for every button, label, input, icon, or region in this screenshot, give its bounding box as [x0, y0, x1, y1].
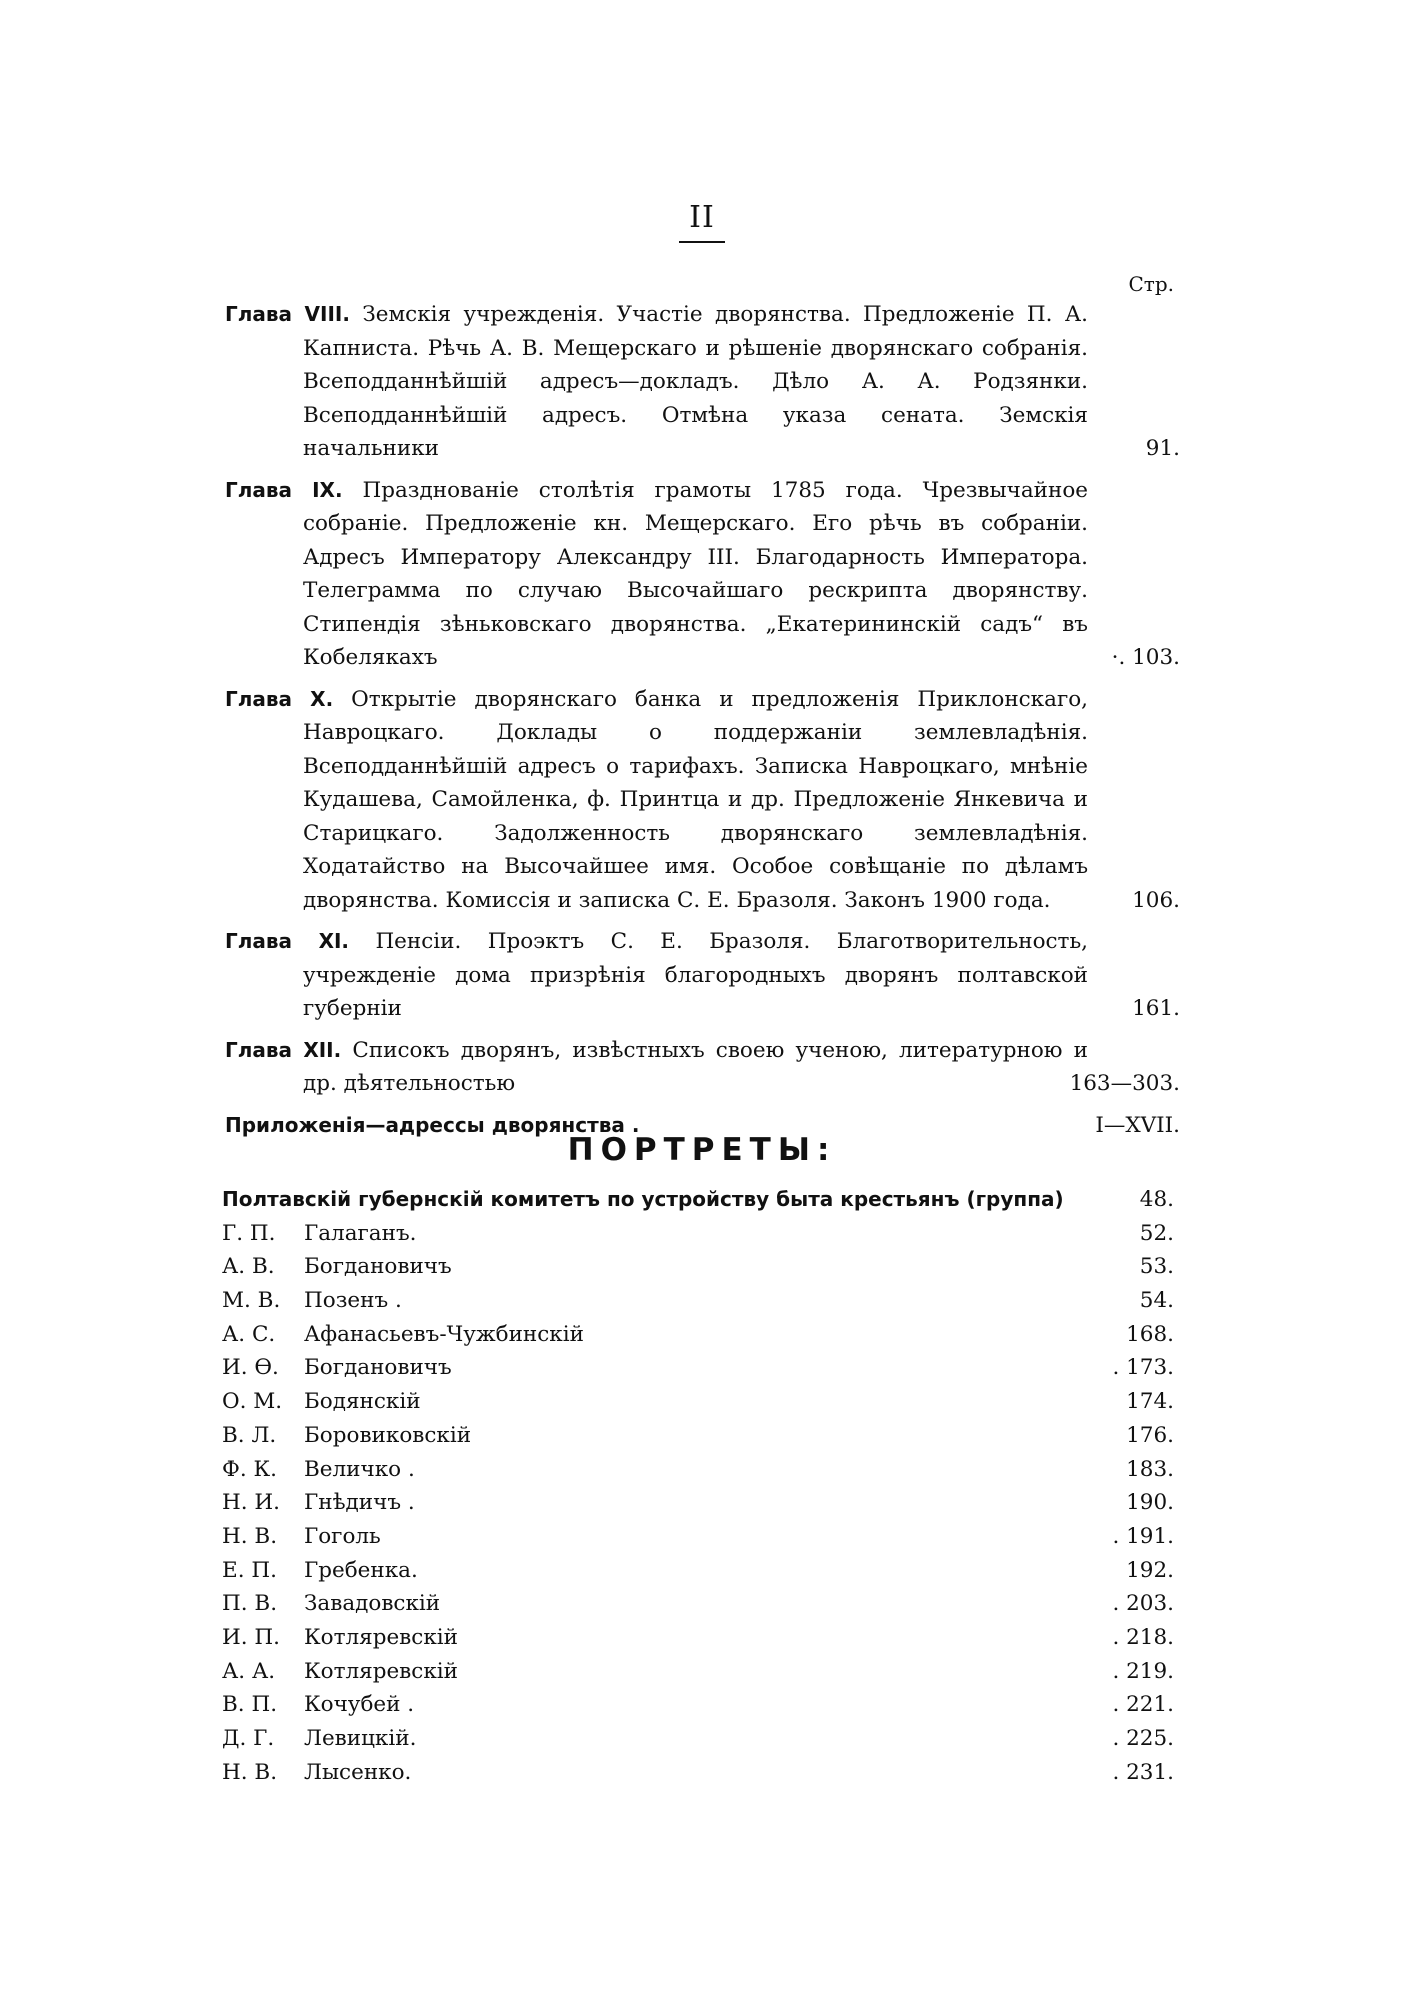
portrait-initials: Н. И. [222, 1490, 281, 1516]
portrait-initials: Г. П. [222, 1220, 276, 1246]
portrait-row [222, 1284, 1174, 1318]
portrait-page: . 173. [1112, 1355, 1174, 1381]
portrait-page: 54. [1139, 1288, 1174, 1314]
portrait-page: . 203. [1112, 1591, 1174, 1617]
portrait-row [222, 1621, 1174, 1655]
portrait-row [222, 1419, 1174, 1453]
portrait-page: 176. [1126, 1422, 1174, 1448]
page-number: II [0, 200, 1404, 243]
portrait-name: Кочубей . [304, 1692, 415, 1718]
chapter-entry [225, 925, 1180, 1026]
chapter-entry [225, 1034, 1180, 1101]
portrait-row [222, 1554, 1174, 1588]
portrait-initials: Н. В. [222, 1759, 278, 1785]
chapter-page: ·. 103. [1111, 645, 1180, 670]
chapter-entry [225, 683, 1180, 918]
portrait-name: Величко . [304, 1456, 415, 1482]
portrait-row [222, 1250, 1174, 1284]
portrait-page: 190. [1126, 1490, 1174, 1516]
table-of-contents [225, 298, 1180, 1150]
chapter-page: 163—303. [1069, 1071, 1180, 1096]
portrait-name: Бодянскій [304, 1389, 421, 1415]
page-column-header: Стр. [1128, 272, 1174, 296]
portrait-name: Левицкій. [304, 1726, 417, 1751]
portrait-page: 52. [1139, 1220, 1174, 1246]
portrait-initials: И. Ѳ. [222, 1355, 279, 1381]
portrait-row [222, 1587, 1174, 1621]
appendix-text: Приложенія—адрессы дворянства . [225, 1112, 640, 1137]
portrait-name: Гребенка. [304, 1557, 418, 1583]
portrait-initials: П. В. [222, 1591, 278, 1617]
portrait-name: Лысенко. [304, 1759, 412, 1785]
portrait-row [222, 1318, 1174, 1352]
portrait-row [222, 1520, 1174, 1554]
portrait-name: Гоголь [304, 1523, 381, 1549]
portrait-name: Боровиковскій [304, 1422, 472, 1448]
chapter-label: Глава VIII. [225, 302, 350, 326]
chapter-label: Глава XI. [225, 929, 350, 953]
portrait-row [222, 1655, 1174, 1689]
portrait-initials: А. С. [222, 1321, 276, 1347]
chapter-text: Земскія учрежденія. Участіе дворянства. Предложеніе П. А. Капниста. Рѣчь А. В. Мещерскаго и рѣшеніе дворянскаго собранія. Всеподданнѣйшій адресъ—докладъ. Дѣло А. А. Родзянки. Всеподданнѣйшій адресъ. Отмѣна указа сената. Земскія начальники [303, 302, 1088, 461]
chapter-label: Глава X. [225, 686, 334, 711]
portrait-row [222, 1453, 1174, 1487]
portrait-initials: М. В. [222, 1288, 281, 1314]
portrait-page: . 219. [1112, 1658, 1174, 1684]
portrait-initials: В. Л. [222, 1422, 277, 1448]
chapter-entry [225, 298, 1180, 466]
chapter-page: 161. [1132, 996, 1180, 1021]
portrait-page: . 225. [1112, 1726, 1174, 1751]
portrait-row [222, 1385, 1174, 1419]
portrait-page: 192. [1126, 1557, 1174, 1583]
portrait-initials: В. П. [222, 1692, 278, 1718]
portrait-page: 53. [1139, 1254, 1174, 1280]
chapter-text: Празднованіе столѣтія грамоты 1785 года. Чрезвычайное собраніе. Предложеніе кн. Мещерскаго. Его рѣчь въ собраніи. Адресъ Императору Александру III. Благодарность Императора. Телеграмма по случаю Высочайшаго рескрипта дворянству. Стипендія зѣньковскаго дворянства. „Екатерининскій садъ“ въ Кобелякахъ [303, 477, 1089, 670]
portrait-initials: Е. П. [222, 1557, 277, 1583]
chapter-page: 91. [1145, 436, 1180, 461]
portrait-name: Полтавскій губернскій комитетъ по устройству быта крестьянъ (группа) [222, 1187, 1064, 1211]
portrait-page: 174. [1126, 1389, 1174, 1415]
portrait-name: Богдановичъ [304, 1254, 452, 1280]
chapter-label: Глава IX. [225, 477, 343, 502]
portrait-initials: Ф. К. [222, 1456, 277, 1482]
portrait-row [222, 1756, 1174, 1790]
portrait-row [222, 1217, 1174, 1251]
portrait-page: . 191. [1112, 1523, 1174, 1549]
portrait-initials: А. В. [222, 1254, 275, 1280]
portraits-list [222, 1183, 1174, 1789]
portrait-initials: Д. Г. [222, 1726, 275, 1751]
portrait-page: 183. [1126, 1456, 1174, 1482]
chapter-text: Пенсіи. Проэктъ С. Е. Бразоля. Благотворительность, учрежденіе дома призрѣнія благородныхъ дворянъ полтавской губерніи [303, 929, 1088, 1021]
portrait-row [222, 1351, 1174, 1385]
portrait-page: 48. [1139, 1187, 1174, 1212]
portrait-initials: Н. В. [222, 1523, 278, 1549]
chapter-text: Списокъ дворянъ, извѣстныхъ своею ученою, литературною и др. дѣятельностью [303, 1037, 1088, 1096]
portrait-name: Позенъ . [304, 1288, 402, 1314]
portrait-initials: А. А. [222, 1658, 276, 1684]
portrait-name: Котляревскій [304, 1658, 458, 1684]
portrait-name: Завадовскій [304, 1591, 441, 1617]
portrait-row [222, 1183, 1174, 1217]
portrait-row [222, 1722, 1174, 1756]
portrait-page: . 221. [1112, 1692, 1174, 1718]
portrait-name: Галаганъ. [304, 1220, 417, 1246]
chapter-label: Глава XII. [225, 1037, 342, 1062]
chapter-text: Открытіе дворянскаго банка и предложенія Приклонскаго, Навроцкаго. Доклады о поддержаніи землевладѣнія. Всеподданнѣйшій адресъ о тарифахъ. Записка Навроцкаго, мнѣніе Кудашева, Самойленка, ф. Принтца и др. Предложеніе Янкевича и Старицкаго. Задолженность дворянскаго землевладѣнія. Ходатайство на Высочайшее имя. Особое совѣщаніе по дѣламъ дворянства. Комиссія и записка С. Е. Бразоля. Законъ 1900 года. [303, 686, 1088, 913]
portrait-page: . 218. [1112, 1624, 1174, 1650]
portrait-name: Богдановичъ [304, 1355, 452, 1381]
portrait-initials: И. П. [222, 1624, 281, 1650]
appendix-page: I—XVII. [1095, 1112, 1180, 1138]
chapter-entry [225, 474, 1180, 675]
portrait-initials: О. М. [222, 1389, 283, 1415]
portrait-name: Афанасьевъ-Чужбинскій [304, 1321, 584, 1347]
portrait-name: Гнѣдичъ . [304, 1490, 415, 1516]
portrait-page: . 231. [1112, 1759, 1174, 1785]
portrait-row [222, 1688, 1174, 1722]
portraits-heading: ПОРТРЕТЫ: [567, 1132, 837, 1168]
chapter-page: 106. [1132, 887, 1180, 913]
portrait-row [222, 1486, 1174, 1520]
portrait-page: 168. [1126, 1321, 1174, 1347]
portrait-name: Котляревскій [304, 1624, 458, 1650]
